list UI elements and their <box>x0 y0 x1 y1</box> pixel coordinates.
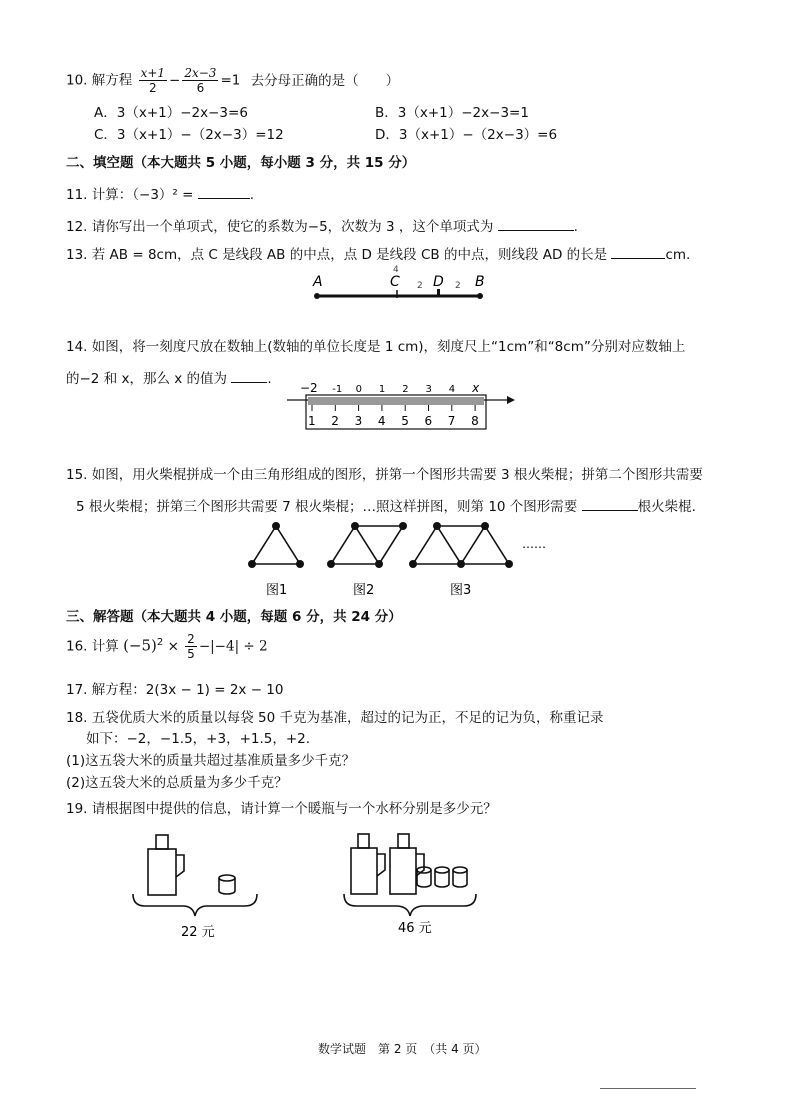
axis-label: 0 <box>355 384 362 395</box>
q16-fraction: $\frac{2}{5}$ <box>187 632 195 661</box>
q15-matchstick-figures <box>240 516 560 600</box>
ruler-label: 2 <box>331 414 339 428</box>
figure-3-label: 图3 <box>450 583 472 598</box>
q14-ruler-numberline-figure <box>285 378 515 434</box>
q10-option-c: C．3（x+1）−（2x−3）=12 <box>94 127 284 143</box>
point-b-label: B <box>475 274 485 290</box>
ruler-label: 1 <box>308 414 316 428</box>
q15-line-2: 5 根火柴棍；拼第三个图形共需要 7 根火柴棍；…照这样拼图，则第 10 个图形需要 根火柴棍. <box>76 499 696 515</box>
thermos-icon <box>390 834 424 894</box>
page-footer: 数学试题 第 2 页 （共 4 页） <box>318 1042 487 1056</box>
ruler-label: 6 <box>424 414 433 428</box>
q15-ellipsis: …… <box>522 537 546 551</box>
ruler-label: 5 <box>401 414 409 428</box>
q18-line-1: 18. 五袋优质大米的质量以每袋 50 千克为基准，超过的记为正，不足的记为负，称重记录 <box>66 710 604 726</box>
point-a-label: A <box>313 274 323 290</box>
q10-option-b: B．3（x+1）−2x−3=1 <box>375 105 529 121</box>
q10-option-d: D．3（x+1）−（2x−3）=6 <box>375 127 558 143</box>
q13: 13. 若 AB = 8cm，点 C 是线段 AB 的中点，点 D 是线段 CB 的中点，则线段 AD 的长是 cm. <box>66 247 691 263</box>
section-3-title: 三、解答题（本大题共 4 小题，每题 6 分，共 24 分） <box>66 609 402 625</box>
q14-line-2: 的−2 和 x，那么 x 的值为 . <box>66 371 272 387</box>
q17: 17. 解方程：2(3x − 1) = 2x − 10 <box>66 682 284 698</box>
q18-subquestion-1: (1)这五袋大米的质量共超过基准质量多少千克？ <box>66 753 356 769</box>
hand-mark-2: 2 <box>417 281 423 291</box>
q18-line-2: 如下：−2，−1.5，+3，+1.5，+2. <box>86 731 311 747</box>
axis-label: −2 <box>300 381 318 395</box>
q10-fraction-2: $\frac{2x-3}{6}$ <box>184 66 217 95</box>
q11-answer-blank <box>198 186 250 199</box>
brace-1 <box>133 894 257 916</box>
price-1-label: 22 元 <box>181 925 215 940</box>
q19-price-figure-1 <box>130 830 260 940</box>
point-d-label: D <box>433 274 444 290</box>
q10-fraction-1: $\frac{x+1}{2}$ <box>140 66 166 95</box>
ruler-label: 4 <box>377 414 386 428</box>
section-2-title: 二、填空题（本大题共 5 小题，每小题 3 分，共 15 分） <box>66 155 416 171</box>
axis-label: 3 <box>425 384 432 395</box>
q15-answer-blank <box>582 498 638 511</box>
q19-price-figure-2 <box>340 826 500 940</box>
thermos-icon <box>148 835 184 895</box>
brace-2 <box>344 894 476 916</box>
cup-icon <box>219 875 235 894</box>
q10-label: 10. 解方程 <box>66 72 133 89</box>
point-c-label: C <box>390 274 400 290</box>
footer-line <box>600 1088 696 1089</box>
figure-2-triangles <box>331 526 403 564</box>
ruler-label: 3 <box>354 414 363 428</box>
thermos-icon <box>351 834 385 894</box>
q12: 12. 请你写出一个单项式，使它的系数为−5，次数为 3 ，这个单项式为 . <box>66 219 578 235</box>
ruler-label: 8 <box>471 414 479 428</box>
q14-answer-blank <box>231 370 267 383</box>
figure-1-label: 图1 <box>266 583 288 598</box>
q15-line-1: 15. 如图，用火柴棍拼成一个由三角形组成的图形，拼第一个图形共需要 3 根火柴棍；拼第二个图形共需要 <box>66 467 703 483</box>
q11: 11. 计算：（−3）² = . <box>66 187 255 203</box>
q18-subquestion-2: (2)这五袋大米的总质量为多少千克？ <box>66 775 288 791</box>
hand-mark-3: 2 <box>455 281 461 291</box>
q13-answer-blank <box>611 246 665 259</box>
figure-2-label: 图2 <box>353 583 375 598</box>
q10-stem: 10. 解方程 $\frac{x+1}{2}$ − $\frac{2x-3}{6}$ =1 去分母正确的是（ ） <box>66 66 400 95</box>
figure-1-triangle <box>252 526 300 564</box>
price-2-label: 46 元 <box>398 921 432 936</box>
q16: 16. 计算 $(-5)^2$ × $\frac{2}{5}$ −|−4| ÷ 2 <box>66 632 268 661</box>
axis-label: -1 <box>332 384 343 395</box>
q12-answer-blank <box>498 218 574 231</box>
q14-line-1: 14. 如图，将一刻度尺放在数轴上(数轴的单位长度是 1 cm)，刻度尺上“1cm”和“8cm”分别对应数轴上 <box>66 339 686 355</box>
ruler-label: 7 <box>447 414 456 428</box>
q10-option-a: A．3（x+1）−2x−3=6 <box>94 105 248 121</box>
q19: 19. 请根据图中提供的信息，请计算一个暖瓶与一个水杯分别是多少元？ <box>66 801 497 817</box>
axis-label: x <box>472 381 480 395</box>
hand-mark-1: 4 <box>393 265 399 275</box>
figure-3-triangles <box>413 526 509 564</box>
q13-segment-figure <box>300 262 500 306</box>
axis-label: 1 <box>378 384 386 395</box>
axis-label: 4 <box>448 384 456 395</box>
axis-label: 2 <box>402 384 409 395</box>
